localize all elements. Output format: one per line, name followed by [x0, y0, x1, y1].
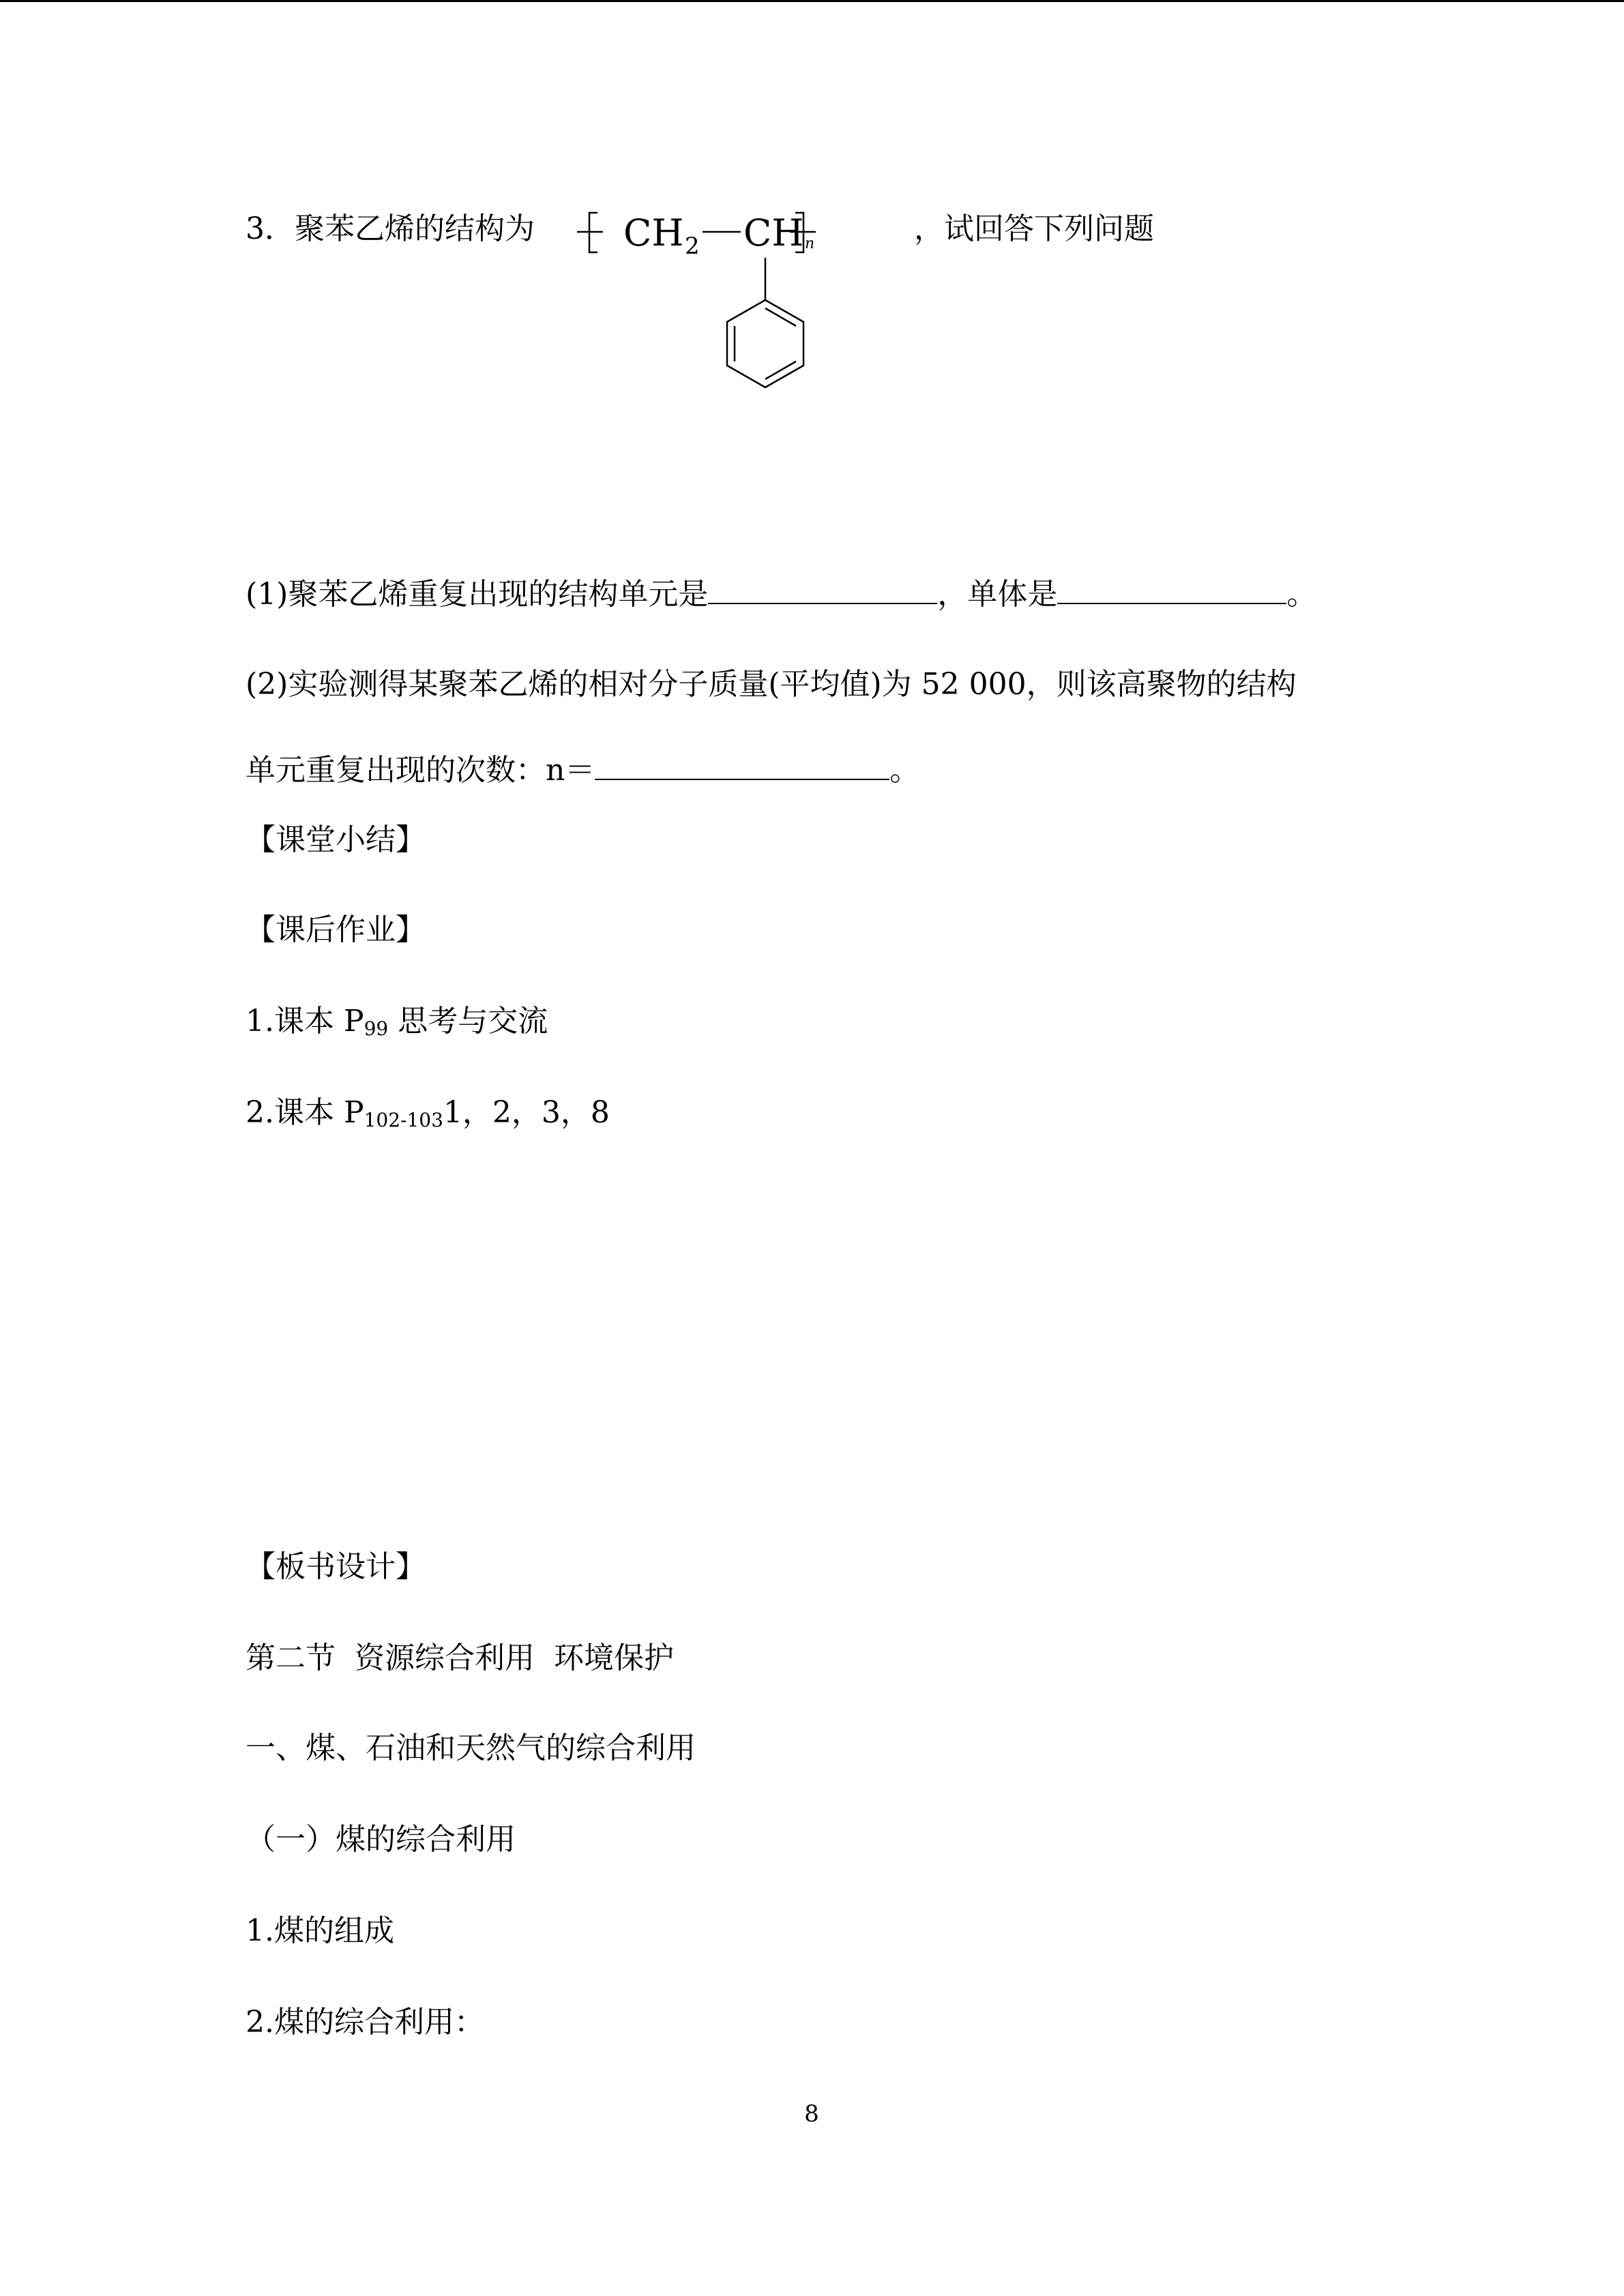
- summary-heading-text: 【课堂小结】: [246, 822, 426, 857]
- formula-repeat-n: n: [805, 235, 815, 252]
- board-item1-text: 1.煤的组成: [246, 1913, 394, 1948]
- answer-blank-structural-unit[interactable]: [708, 576, 937, 604]
- homework-item2-suffix: 1，2，3，8: [443, 1095, 610, 1130]
- question3-part2-line1: [246, 666, 1297, 704]
- question3-part2-line2: [246, 751, 919, 790]
- formula-subscript-2: 2: [685, 233, 700, 260]
- board-sub1: [246, 1821, 516, 1859]
- board-section-title: [246, 1639, 674, 1678]
- board-item2: [246, 2003, 484, 2042]
- benzene-ring: [727, 300, 803, 387]
- board-sub1-text: （一）煤的综合利用: [246, 1822, 516, 1857]
- homework-item-2: [246, 1094, 610, 1132]
- homework-item1-suffix: 思考与交流: [398, 1004, 548, 1039]
- top-border: [0, 0, 1624, 2]
- part2-line1-text: (2)实验测得某聚苯乙烯的相对分子质量(平均值)为 52 000，则该高聚物的结构: [246, 667, 1297, 702]
- formula-group-ch: CH: [743, 211, 804, 254]
- part2-line2-prefix: 单元重复出现的次数：n＝: [246, 753, 595, 788]
- homework-item-1: [246, 1002, 548, 1041]
- answer-blank-monomer[interactable]: [1057, 576, 1286, 604]
- homework-heading: [246, 911, 426, 949]
- part1-middle: ，单体是: [937, 577, 1058, 612]
- board-item2-text: 2.煤的综合利用：: [246, 2005, 484, 2040]
- formula-group-ch2: CH: [623, 211, 684, 254]
- page-number: 8: [804, 2100, 819, 2128]
- part1-prefix: (1)聚苯乙烯重复出现的结构单元是: [246, 577, 709, 612]
- question3-suffix-text: ，试回答下列问题: [914, 211, 1154, 246]
- homework-item2-sub: 102-103: [364, 1109, 443, 1131]
- summary-heading: [246, 821, 426, 859]
- homework-item1-sub: 99: [364, 1017, 389, 1040]
- board-part1-text: 一、煤、石油和天然气的综合利用: [246, 1731, 696, 1765]
- question3-part1: [246, 576, 1316, 614]
- question3-intro: [246, 210, 535, 248]
- board-heading: [246, 1548, 426, 1586]
- part2-line2-end: 。: [889, 753, 920, 788]
- board-part1: [246, 1729, 696, 1768]
- answer-blank-n[interactable]: [595, 751, 889, 780]
- homework-item2-prefix: 2.课本 P: [246, 1095, 364, 1130]
- homework-heading-text: 【课后作业】: [246, 912, 426, 947]
- board-heading-text: 【板书设计】: [246, 1549, 426, 1584]
- homework-item1-prefix: 1.课本 P: [246, 1004, 364, 1039]
- board-item1: [246, 1912, 394, 1950]
- question3-intro-text: 3．聚苯乙烯的结构为: [246, 211, 535, 246]
- polystyrene-structure-formula: [573, 198, 873, 396]
- part1-end: 。: [1286, 577, 1317, 612]
- board-section-text: 第二节 资源综合利用 环境保护: [246, 1641, 674, 1675]
- question3-suffix: [914, 210, 1154, 248]
